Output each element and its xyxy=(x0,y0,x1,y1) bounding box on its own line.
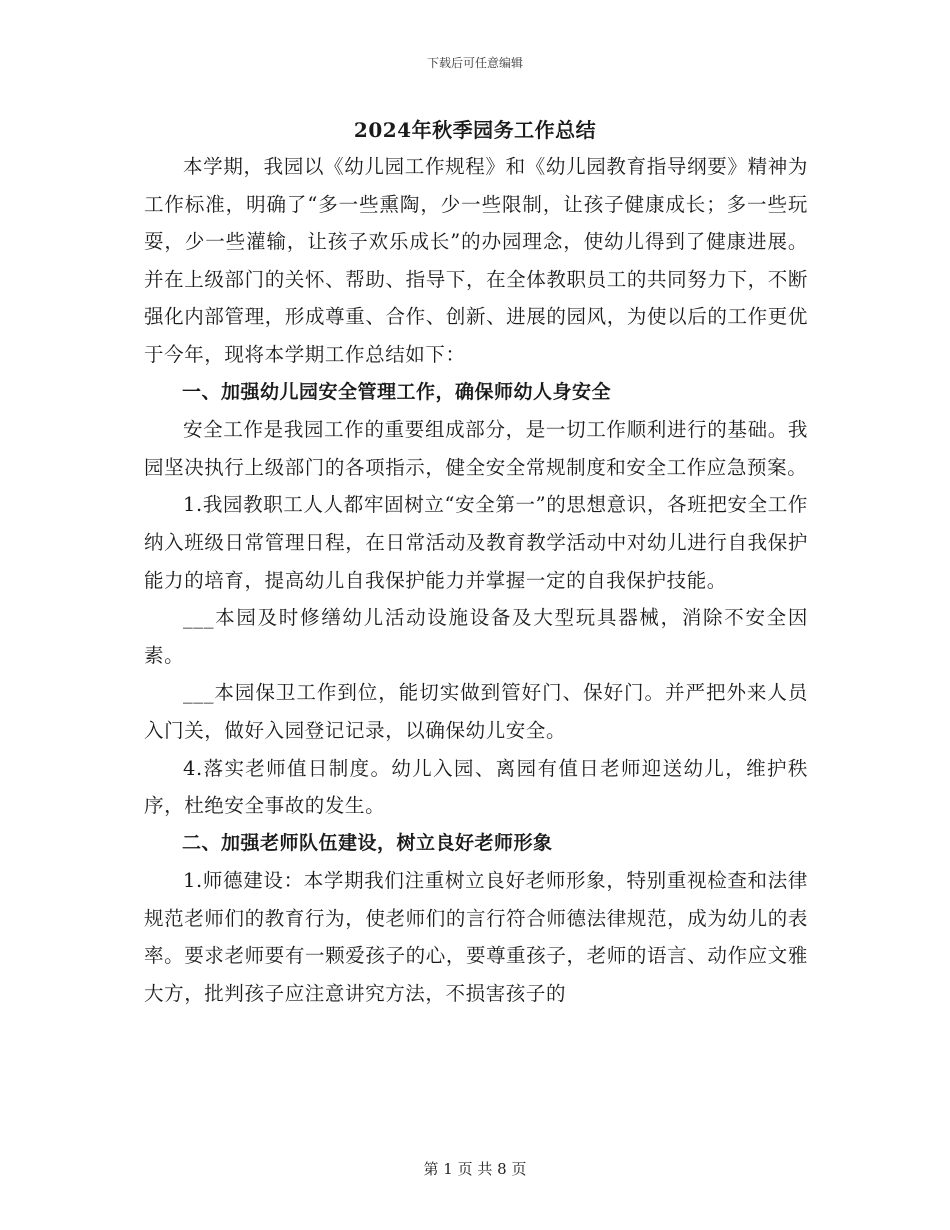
paragraph: 1.我园教职工人人都牢固树立“安全第一”的思想意识，各班把安全工作纳入班级日常管理日程，在日常活动及教育教学活动中对幼儿进行自我保护能力的培育，提高幼儿自我保护能力并掌握一定的自我保护技能。 xyxy=(144,493,808,592)
paragraph-intro: 本学期，我园以《幼儿园工作规程》和《幼儿园教育指导纲要》精神为工作标准，明确了“多一些熏陶，少一些限制，让孩子健康成长；多一些玩耍，少一些灌输，让孩子欢乐成长”的办园理念，使幼儿得到了健康进展。并在上级部门的关怀、帮助、指导下，在全体教职员工的共同努力下，不断强化内部管理，形成尊重、合作、创新、进展的园风，为使以后的工作更优于今年，现将本学期工作总结如下： xyxy=(144,155,808,366)
section-heading-1: 一、加强幼儿园安全管理工作，确保师幼人身安全 xyxy=(182,380,612,403)
header-note: 下载后可任意编辑 xyxy=(426,56,523,70)
document-body xyxy=(144,148,808,1013)
paragraph: ___本园保卫工作到位，能切实做到管好门、保好门。并严把外来人员入门关，做好入园登记记录，以确保幼儿安全。 xyxy=(144,681,808,742)
page-footer: 第 1 页 共 8 页 xyxy=(423,1160,527,1178)
paragraph: 1.师德建设：本学期我们注重树立良好老师形象，特别重视检查和法律规范老师们的教育行为，使老师们的言行符合师德法律规范，成为幼儿的表率。要求老师要有一颗爱孩子的心，要尊重孩子，老师的语言、动作应文雅大方，批判孩子应注意讲究方法，不损害孩子的 xyxy=(144,869,808,1006)
paragraph: 4.落实老师值日制度。幼儿入园、离园有值日老师迎送幼儿，维护秩序，杜绝安全事故的发生。 xyxy=(144,756,808,818)
paragraph: ___本园及时修缮幼儿活动设施设备及大型玩具器械，消除不安全因素。 xyxy=(144,606,808,667)
paragraph: 安全工作是我园工作的重要组成部分，是一切工作顺利进行的基础。我园坚决执行上级部门的各项指示，健全安全常规制度和安全工作应急预案。 xyxy=(144,418,808,479)
section-heading-2: 二、加强老师队伍建设，树立良好老师形象 xyxy=(182,831,553,854)
document-title: 2024年秋季园务工作总结 xyxy=(353,118,597,142)
